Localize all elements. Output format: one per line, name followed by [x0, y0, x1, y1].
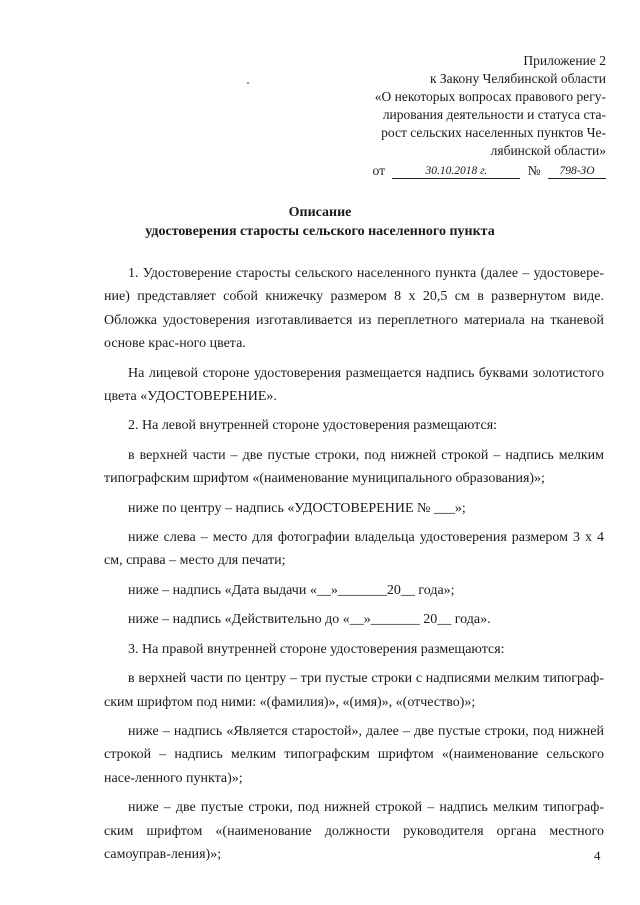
paragraph: 3. На правой внутренней стороне удостоверения размещаются:: [128, 641, 505, 657]
annex-line: лябинской области»: [490, 143, 606, 158]
title-line-2: удостоверения старосты сельского населенного пункта: [145, 224, 495, 239]
paragraph: ниже слева – место для фотографии владельца удостоверения размером 3 х 4 см, справа – место для печати;: [104, 530, 604, 569]
paragraph: ниже по центру – надпись «УДОСТОВЕРЕНИЕ № ___»;: [128, 500, 466, 516]
law-date-number: [336, 162, 606, 180]
annex-line: лирования деятельности и статуса ста-: [382, 107, 606, 122]
annex-line: рост сельских населенных пунктов Че-: [381, 125, 606, 140]
document-title: [0, 203, 640, 241]
law-number: 798-ЗО: [548, 164, 606, 179]
paragraph: ниже – надпись «Является старостой», далее – две пустые строки, под нижней строкой – надпись мелким типографским шрифтом «(наименование сельского насе-ленного пункта)»;: [104, 723, 604, 786]
scan-speck: [247, 82, 249, 84]
annex-line: Приложение 2: [523, 53, 606, 68]
from-label: от: [372, 163, 385, 178]
title-line-1: Описание: [288, 205, 352, 220]
annex-line: к Закону Челябинской области: [429, 71, 606, 86]
paragraph: ниже – надпись «Действительно до «__»_______ 20__ года».: [128, 612, 491, 628]
paragraph: 1. Удостоверение старосты сельского населенного пункта (далее – удостовере-ние) представляет собой книжечку размером 8 х 20,5 см в развернутом виде. Обложка удостоверения изготавливается из переплетного материала на тканевой основе крас-ного цвета.: [104, 266, 604, 352]
document-body: [104, 262, 604, 872]
number-sign: №: [527, 163, 541, 178]
paragraph: в верхней части – две пустые строки, под нижней строкой – надпись мелким типографским шрифтом «(наименование муниципального образования)»;: [104, 447, 604, 487]
paragraph: в верхней части по центру – три пустые строки с надписями мелким типограф-ским шрифтом под ними: «(фамилия)», «(имя)», «(отчество)»;: [104, 671, 604, 710]
annex-header: [336, 52, 606, 180]
paragraph: ниже – две пустые строки, под нижней строкой – надпись мелким типограф-ским шрифтом «(наименование должности руководителя органа местного самоуправ-ления)»;: [104, 800, 604, 862]
paragraph: 2. На левой внутренней стороне удостоверения размещаются:: [128, 418, 498, 434]
paragraph: ниже – надпись «Дата выдачи «__»_______20__ года»;: [128, 582, 455, 598]
page-number: 4: [594, 848, 601, 863]
paragraph: На лицевой стороне удостоверения размещается надпись буквами золотистого цвета «УДОСТОВЕРЕНИЕ».: [104, 365, 604, 405]
annex-line: «О некоторых вопросах правового регу-: [374, 89, 606, 104]
law-date: 30.10.2018 г.: [392, 164, 520, 179]
